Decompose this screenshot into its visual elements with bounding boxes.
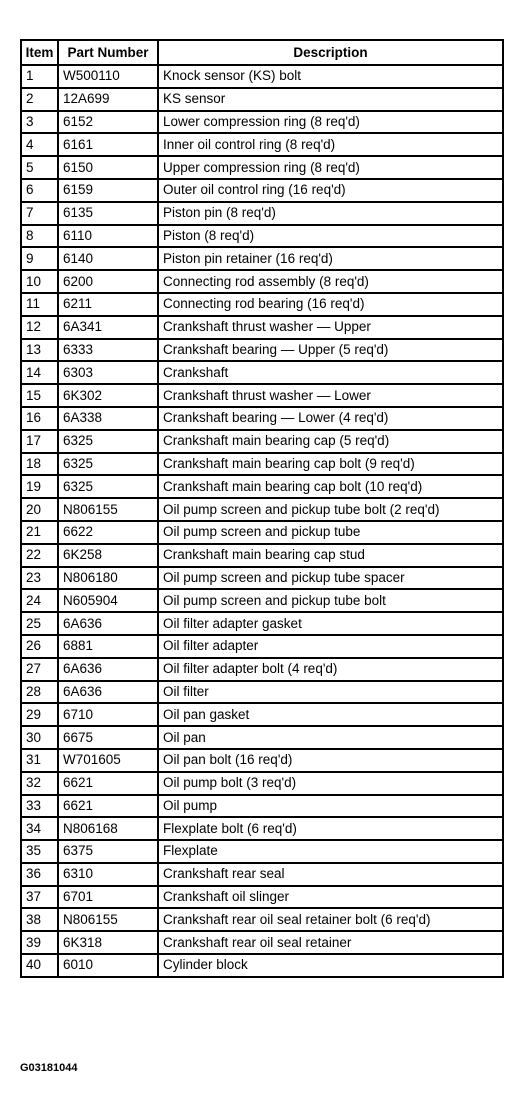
cell-description: KS sensor bbox=[158, 88, 503, 111]
table-row bbox=[21, 635, 503, 658]
table-row bbox=[21, 111, 503, 134]
cell-part-number: 6621 bbox=[58, 795, 158, 818]
table-header bbox=[21, 40, 503, 65]
table-row bbox=[21, 795, 503, 818]
cell-part-number: 6152 bbox=[58, 111, 158, 134]
cell-item: 23 bbox=[21, 567, 58, 590]
cell-description: Oil filter adapter gasket bbox=[158, 612, 503, 635]
cell-item: 5 bbox=[21, 156, 58, 179]
table-row bbox=[21, 339, 503, 362]
cell-part-number: 6150 bbox=[58, 156, 158, 179]
cell-item: 14 bbox=[21, 361, 58, 384]
cell-part-number: 6333 bbox=[58, 339, 158, 362]
table-row bbox=[21, 817, 503, 840]
cell-item: 9 bbox=[21, 247, 58, 270]
cell-item: 24 bbox=[21, 589, 58, 612]
cell-description: Piston pin retainer (16 req'd) bbox=[158, 247, 503, 270]
figure-id: G03181044 bbox=[20, 1062, 78, 1074]
cell-description: Crankshaft rear oil seal retainer bbox=[158, 931, 503, 954]
cell-item: 7 bbox=[21, 202, 58, 225]
cell-description: Oil filter bbox=[158, 681, 503, 704]
cell-part-number: 6110 bbox=[58, 225, 158, 248]
cell-description: Oil pump screen and pickup tube bolt (2 req'd) bbox=[158, 498, 503, 521]
cell-part-number: N806180 bbox=[58, 567, 158, 590]
cell-description: Crankshaft thrust washer — Upper bbox=[158, 316, 503, 339]
table-row bbox=[21, 384, 503, 407]
cell-description: Oil pan gasket bbox=[158, 703, 503, 726]
cell-item: 16 bbox=[21, 407, 58, 430]
cell-part-number: N806168 bbox=[58, 817, 158, 840]
cell-description: Cylinder block bbox=[158, 954, 503, 977]
cell-part-number: 6621 bbox=[58, 772, 158, 795]
cell-item: 26 bbox=[21, 635, 58, 658]
table-row bbox=[21, 247, 503, 270]
cell-item: 18 bbox=[21, 453, 58, 476]
table-row bbox=[21, 612, 503, 635]
cell-item: 32 bbox=[21, 772, 58, 795]
table-row bbox=[21, 498, 503, 521]
cell-part-number: 6140 bbox=[58, 247, 158, 270]
table-row bbox=[21, 772, 503, 795]
cell-description: Piston (8 req'd) bbox=[158, 225, 503, 248]
cell-description: Inner oil control ring (8 req'd) bbox=[158, 133, 503, 156]
cell-item: 35 bbox=[21, 840, 58, 863]
cell-item: 33 bbox=[21, 795, 58, 818]
cell-description: Upper compression ring (8 req'd) bbox=[158, 156, 503, 179]
cell-part-number: 6325 bbox=[58, 453, 158, 476]
cell-part-number: N806155 bbox=[58, 908, 158, 931]
cell-item: 15 bbox=[21, 384, 58, 407]
cell-part-number: 6K302 bbox=[58, 384, 158, 407]
cell-item: 6 bbox=[21, 179, 58, 202]
table-row bbox=[21, 316, 503, 339]
cell-part-number: 6159 bbox=[58, 179, 158, 202]
cell-description: Oil filter adapter bolt (4 req'd) bbox=[158, 658, 503, 681]
cell-item: 2 bbox=[21, 88, 58, 111]
cell-part-number: N605904 bbox=[58, 589, 158, 612]
cell-item: 39 bbox=[21, 931, 58, 954]
cell-item: 20 bbox=[21, 498, 58, 521]
cell-description: Crankshaft bearing — Lower (4 req'd) bbox=[158, 407, 503, 430]
cell-description: Crankshaft main bearing cap (5 req'd) bbox=[158, 430, 503, 453]
cell-description: Crankshaft bbox=[158, 361, 503, 384]
cell-part-number: 6A636 bbox=[58, 681, 158, 704]
table-row bbox=[21, 749, 503, 772]
cell-item: 22 bbox=[21, 544, 58, 567]
cell-part-number: 6K318 bbox=[58, 931, 158, 954]
header-item: Item bbox=[21, 40, 58, 65]
cell-part-number: 6A636 bbox=[58, 658, 158, 681]
cell-description: Crankshaft main bearing cap bolt (9 req'd) bbox=[158, 453, 503, 476]
table-row bbox=[21, 361, 503, 384]
cell-description: Crankshaft rear seal bbox=[158, 863, 503, 886]
cell-description: Connecting rod assembly (8 req'd) bbox=[158, 270, 503, 293]
cell-description: Oil pan bolt (16 req'd) bbox=[158, 749, 503, 772]
cell-description: Flexplate bbox=[158, 840, 503, 863]
cell-description: Crankshaft main bearing cap bolt (10 req'd) bbox=[158, 475, 503, 498]
table-row bbox=[21, 840, 503, 863]
table-row bbox=[21, 453, 503, 476]
cell-item: 38 bbox=[21, 908, 58, 931]
table-row bbox=[21, 544, 503, 567]
cell-description: Oil pump screen and pickup tube bolt bbox=[158, 589, 503, 612]
cell-item: 12 bbox=[21, 316, 58, 339]
cell-part-number: 6A338 bbox=[58, 407, 158, 430]
cell-part-number: 6161 bbox=[58, 133, 158, 156]
cell-part-number: 6710 bbox=[58, 703, 158, 726]
cell-item: 17 bbox=[21, 430, 58, 453]
cell-description: Flexplate bolt (6 req'd) bbox=[158, 817, 503, 840]
table-row bbox=[21, 202, 503, 225]
cell-description: Connecting rod bearing (16 req'd) bbox=[158, 293, 503, 316]
cell-item: 28 bbox=[21, 681, 58, 704]
cell-item: 11 bbox=[21, 293, 58, 316]
table-body bbox=[21, 65, 503, 977]
cell-part-number: W701605 bbox=[58, 749, 158, 772]
table-row bbox=[21, 931, 503, 954]
cell-item: 1 bbox=[21, 65, 58, 88]
cell-item: 37 bbox=[21, 886, 58, 909]
cell-part-number: W500110 bbox=[58, 65, 158, 88]
cell-description: Knock sensor (KS) bolt bbox=[158, 65, 503, 88]
table-row bbox=[21, 156, 503, 179]
table-row bbox=[21, 703, 503, 726]
parts-table bbox=[20, 39, 504, 978]
cell-description: Oil pump bolt (3 req'd) bbox=[158, 772, 503, 795]
cell-description: Oil filter adapter bbox=[158, 635, 503, 658]
table-row bbox=[21, 681, 503, 704]
cell-description: Crankshaft bearing — Upper (5 req'd) bbox=[158, 339, 503, 362]
cell-item: 31 bbox=[21, 749, 58, 772]
cell-part-number: 6A636 bbox=[58, 612, 158, 635]
table-row bbox=[21, 88, 503, 111]
cell-item: 40 bbox=[21, 954, 58, 977]
cell-item: 19 bbox=[21, 475, 58, 498]
cell-part-number: 6135 bbox=[58, 202, 158, 225]
table-row bbox=[21, 430, 503, 453]
cell-description: Oil pump screen and pickup tube spacer bbox=[158, 567, 503, 590]
cell-item: 13 bbox=[21, 339, 58, 362]
table-row bbox=[21, 521, 503, 544]
header-part-number: Part Number bbox=[58, 40, 158, 65]
cell-item: 8 bbox=[21, 225, 58, 248]
cell-item: 34 bbox=[21, 817, 58, 840]
table-row bbox=[21, 225, 503, 248]
table-row bbox=[21, 133, 503, 156]
cell-part-number: 6375 bbox=[58, 840, 158, 863]
cell-part-number: 6881 bbox=[58, 635, 158, 658]
cell-part-number: 12A699 bbox=[58, 88, 158, 111]
table-row bbox=[21, 954, 503, 977]
table-row bbox=[21, 589, 503, 612]
cell-description: Oil pump screen and pickup tube bbox=[158, 521, 503, 544]
cell-description: Oil pump bbox=[158, 795, 503, 818]
cell-part-number: 6K258 bbox=[58, 544, 158, 567]
cell-part-number: N806155 bbox=[58, 498, 158, 521]
table-row bbox=[21, 293, 503, 316]
cell-part-number: 6325 bbox=[58, 475, 158, 498]
table-row bbox=[21, 270, 503, 293]
cell-part-number: 6675 bbox=[58, 726, 158, 749]
table-row bbox=[21, 886, 503, 909]
table-row bbox=[21, 863, 503, 886]
cell-part-number: 6325 bbox=[58, 430, 158, 453]
table-row bbox=[21, 65, 503, 88]
cell-item: 21 bbox=[21, 521, 58, 544]
cell-part-number: 6010 bbox=[58, 954, 158, 977]
table-row bbox=[21, 658, 503, 681]
cell-item: 36 bbox=[21, 863, 58, 886]
cell-item: 27 bbox=[21, 658, 58, 681]
cell-description: Crankshaft main bearing cap stud bbox=[158, 544, 503, 567]
table-row bbox=[21, 908, 503, 931]
header-row bbox=[21, 40, 503, 65]
cell-item: 4 bbox=[21, 133, 58, 156]
table-row bbox=[21, 567, 503, 590]
cell-description: Crankshaft thrust washer — Lower bbox=[158, 384, 503, 407]
cell-description: Oil pan bbox=[158, 726, 503, 749]
cell-description: Lower compression ring (8 req'd) bbox=[158, 111, 503, 134]
cell-part-number: 6200 bbox=[58, 270, 158, 293]
cell-description: Piston pin (8 req'd) bbox=[158, 202, 503, 225]
cell-part-number: 6622 bbox=[58, 521, 158, 544]
cell-part-number: 6211 bbox=[58, 293, 158, 316]
cell-item: 3 bbox=[21, 111, 58, 134]
header-description: Description bbox=[158, 40, 503, 65]
table-row bbox=[21, 407, 503, 430]
cell-item: 25 bbox=[21, 612, 58, 635]
cell-part-number: 6310 bbox=[58, 863, 158, 886]
cell-item: 10 bbox=[21, 270, 58, 293]
cell-description: Outer oil control ring (16 req'd) bbox=[158, 179, 503, 202]
cell-part-number: 6A341 bbox=[58, 316, 158, 339]
cell-item: 30 bbox=[21, 726, 58, 749]
cell-part-number: 6303 bbox=[58, 361, 158, 384]
cell-description: Crankshaft rear oil seal retainer bolt (6 req'd) bbox=[158, 908, 503, 931]
table-row bbox=[21, 475, 503, 498]
table-row bbox=[21, 179, 503, 202]
table-row bbox=[21, 726, 503, 749]
cell-description: Crankshaft oil slinger bbox=[158, 886, 503, 909]
cell-part-number: 6701 bbox=[58, 886, 158, 909]
cell-item: 29 bbox=[21, 703, 58, 726]
